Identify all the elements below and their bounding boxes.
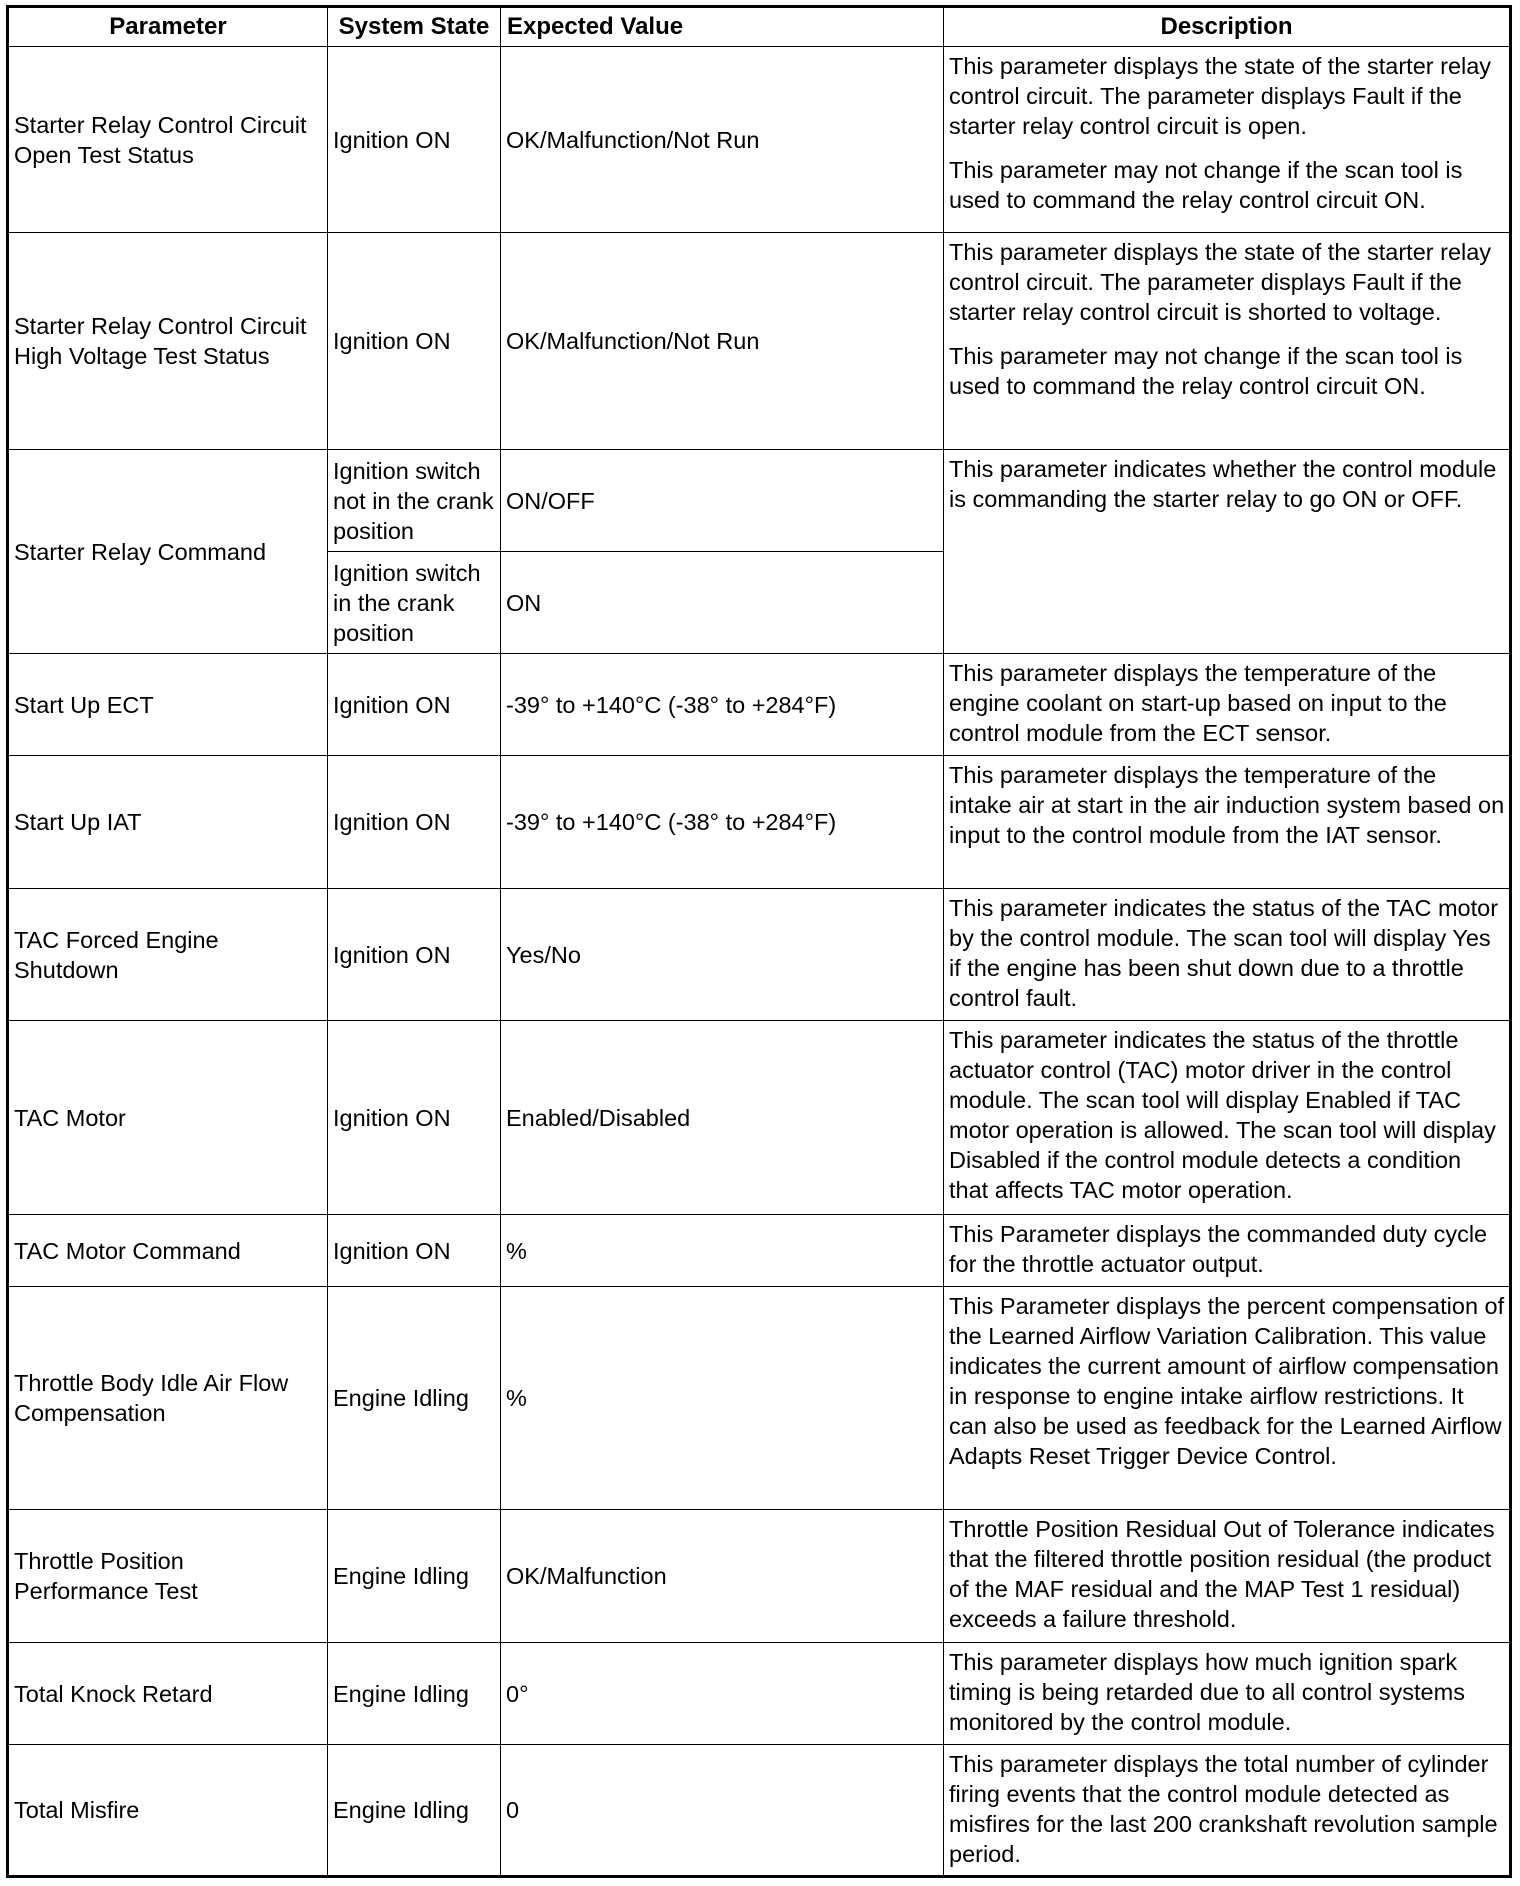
description-paragraph: This parameter displays the state of the starter relay control circuit. The parameter displays Fault if the starter relay control circuit is open.	[949, 53, 1492, 139]
expected-value-cell: 0°	[501, 1643, 944, 1745]
system-state-cell: Ignition ON	[328, 233, 501, 450]
description-paragraph: This parameter indicates the status of the throttle actuator control (TAC) motor driver in the control module. The scan tool will display Enabled if TAC motor operation is allowed. The scan tool will display Disabled if the control module detects a condition that affects TAC motor operation.	[949, 1027, 1496, 1203]
parameter-cell: Total Misfire	[8, 1745, 328, 1877]
expected-value-cell: Enabled/Disabled	[501, 1021, 944, 1215]
description-paragraph: Throttle Position Residual Out of Tolerance indicates that the filtered throttle position residual (the product of the MAF residual and the MAP Test 1 residual) exceeds a failure threshold.	[949, 1516, 1495, 1632]
table-row	[8, 756, 1511, 889]
parameter-table-page	[6, 5, 1509, 1878]
description-paragraph: This parameter displays the temperature of the engine coolant on start-up based on input to the control module from the ECT sensor.	[949, 660, 1447, 746]
description-cell	[944, 889, 1511, 1021]
table-row	[8, 654, 1511, 756]
expected-value-cell: %	[501, 1287, 944, 1510]
column-header-description: Description	[944, 7, 1511, 47]
table-row	[8, 889, 1511, 1021]
system-state-cell: Ignition switch not in the crank position	[328, 450, 501, 552]
description-cell	[944, 1021, 1511, 1215]
system-state-cell: Ignition ON	[328, 1021, 501, 1215]
description-paragraph: This parameter may not change if the scan tool is used to command the relay control circuit ON.	[949, 343, 1463, 399]
table-row	[8, 1021, 1511, 1215]
parameter-cell: Starter Relay Control Circuit Open Test Status	[8, 47, 328, 233]
system-state-cell: Engine Idling	[328, 1510, 501, 1643]
description-cell	[944, 1215, 1511, 1287]
column-header-parameter: Parameter	[8, 7, 328, 47]
description-paragraph: This parameter may not change if the scan tool is used to command the relay control circuit ON.	[949, 157, 1463, 213]
description-cell	[944, 233, 1511, 450]
description-cell	[944, 1745, 1511, 1877]
table-header-row	[8, 7, 1511, 47]
table-row	[8, 1745, 1511, 1877]
parameter-cell: Start Up IAT	[8, 756, 328, 889]
column-header-system-state: System State	[328, 7, 501, 47]
table-row	[8, 47, 1511, 233]
expected-value-cell: 0	[501, 1745, 944, 1877]
system-state-cell: Ignition ON	[328, 756, 501, 889]
description-paragraph: This Parameter displays the commanded duty cycle for the throttle actuator output.	[949, 1221, 1488, 1277]
description-paragraph: This parameter indicates the status of the TAC motor by the control module. The scan tool will display Yes if the engine has been shut down due to a throttle control fault.	[949, 895, 1499, 1011]
parameter-cell: Total Knock Retard	[8, 1643, 328, 1745]
system-state-cell: Engine Idling	[328, 1643, 501, 1745]
parameter-cell: Starter Relay Control Circuit High Voltage Test Status	[8, 233, 328, 450]
description-paragraph: This parameter indicates whether the control module is commanding the starter relay to go ON or OFF.	[949, 456, 1497, 512]
description-cell	[944, 756, 1511, 889]
system-state-cell: Ignition ON	[328, 654, 501, 756]
table-row	[8, 1287, 1511, 1510]
description-paragraph: This parameter displays the total number of cylinder firing events that the control module detected as misfires for the last 200 crankshaft revolution sample period.	[949, 1751, 1498, 1867]
expected-value-cell: OK/Malfunction	[501, 1510, 944, 1643]
description-cell	[944, 1287, 1511, 1510]
description-cell	[944, 450, 1511, 654]
expected-value-cell: Yes/No	[501, 889, 944, 1021]
expected-value-cell: OK/Malfunction/Not Run	[501, 47, 944, 233]
description-paragraph: This Parameter displays the percent compensation of the Learned Airflow Variation Calibration. This value indicates the current amount of airflow compensation in response to engine intake airflow restrictions. It can also be used as feedback for the Learned Airflow Adapts Reset Trigger Device Control.	[949, 1293, 1505, 1469]
description-paragraph: This parameter displays the state of the starter relay control circuit. The parameter displays Fault if the starter relay control circuit is shorted to voltage.	[949, 239, 1492, 325]
description-cell	[944, 1510, 1511, 1643]
expected-value-cell: -39° to +140°C (-38° to +284°F)	[501, 654, 944, 756]
column-header-expected-value: Expected Value	[501, 7, 944, 47]
system-state-cell: Ignition ON	[328, 1215, 501, 1287]
description-cell	[944, 654, 1511, 756]
parameter-cell: Throttle Body Idle Air Flow Compensation	[8, 1287, 328, 1510]
parameter-cell: TAC Motor Command	[8, 1215, 328, 1287]
description-paragraph: This parameter displays the temperature of the intake air at start in the air induction system based on input to the control module from the IAT sensor.	[949, 762, 1505, 848]
parameter-cell: Starter Relay Command	[8, 450, 328, 654]
expected-value-cell: OK/Malfunction/Not Run	[501, 233, 944, 450]
system-state-cell: Ignition ON	[328, 47, 501, 233]
expected-value-cell: ON	[501, 552, 944, 654]
table-row	[8, 1643, 1511, 1745]
parameter-cell: Start Up ECT	[8, 654, 328, 756]
expected-value-cell: ON/OFF	[501, 450, 944, 552]
parameter-table	[6, 5, 1512, 1878]
parameter-cell: TAC Motor	[8, 1021, 328, 1215]
system-state-cell: Engine Idling	[328, 1287, 501, 1510]
table-row	[8, 450, 1511, 552]
description-cell	[944, 1643, 1511, 1745]
system-state-cell: Ignition switch in the crank position	[328, 552, 501, 654]
description-paragraph: This parameter displays how much ignition spark timing is being retarded due to all control systems monitored by the control module.	[949, 1649, 1465, 1735]
table-row	[8, 233, 1511, 450]
expected-value-cell: -39° to +140°C (-38° to +284°F)	[501, 756, 944, 889]
description-cell	[944, 47, 1511, 233]
expected-value-cell: %	[501, 1215, 944, 1287]
parameter-cell: TAC Forced Engine Shutdown	[8, 889, 328, 1021]
table-row	[8, 1510, 1511, 1643]
system-state-cell: Ignition ON	[328, 889, 501, 1021]
parameter-cell: Throttle Position Performance Test	[8, 1510, 328, 1643]
system-state-cell: Engine Idling	[328, 1745, 501, 1877]
table-row	[8, 1215, 1511, 1287]
